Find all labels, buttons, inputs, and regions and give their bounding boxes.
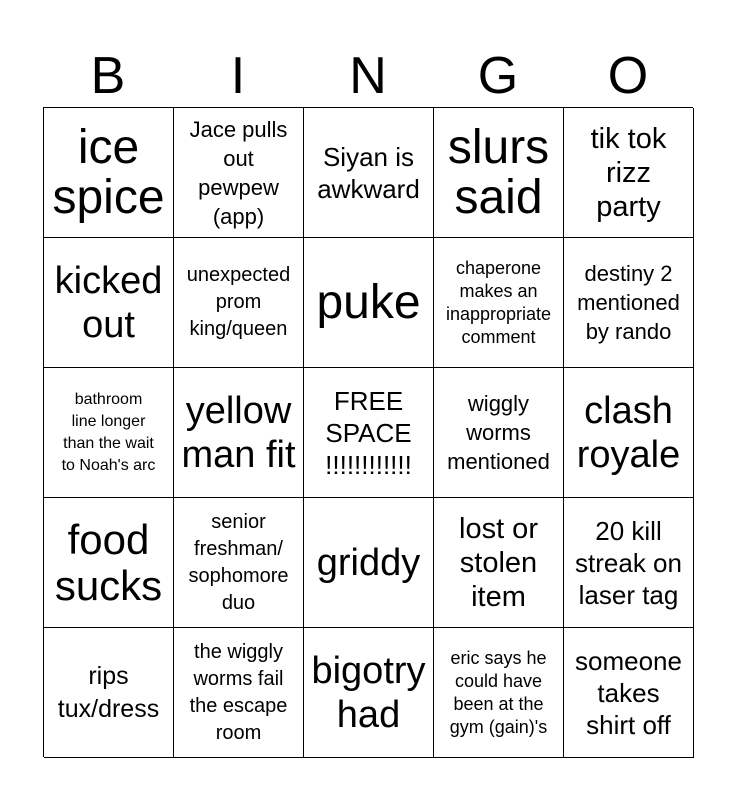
cell-text: tik tok rizz party [590,122,667,223]
bingo-cell[interactable] [174,628,304,758]
bingo-cell[interactable] [564,238,694,368]
cell-text: chaperone makes an inappropriate comment [445,257,552,347]
bingo-cell[interactable] [564,628,694,758]
cell-text: yellow man fit [181,389,296,476]
bingo-header [43,44,693,108]
cell-text: wiggly worms mentioned [447,391,550,474]
bingo-cell[interactable] [304,628,434,758]
cell-text: ice spice [52,120,165,224]
header-letter-b: B [90,47,126,105]
bingo-cell[interactable] [434,108,564,238]
header-letter-o: O [607,47,649,105]
cell-text: food sucks [54,515,163,609]
cell-text: eric says he could have been at the gym (gain)'s [449,647,548,737]
bingo-cell[interactable] [174,498,304,628]
bingo-cell[interactable] [44,368,174,498]
bingo-cell[interactable] [434,238,564,368]
cell-text: rips tux/dress [57,661,160,723]
bingo-cell[interactable] [434,498,564,628]
bingo-cell[interactable] [564,368,694,498]
bingo-cell[interactable] [44,238,174,368]
bingo-cell[interactable] [434,368,564,498]
cell-text: the wiggly worms fail the escape room [189,640,288,744]
bingo-cell[interactable] [304,498,434,628]
cell-text: senior freshman/ sophomore duo [188,510,289,614]
cell-text: destiny 2 mentioned by rando [577,261,680,344]
cell-text: griddy [316,541,421,584]
cell-text: Siyan is awkward [317,141,420,204]
bingo-cell[interactable] [564,108,694,238]
cell-text: someone takes shirt off [575,645,682,740]
bingo-board [43,107,693,757]
cell-text: Jace pulls out pewpew (app) [189,116,288,229]
cell-text: bathroom line longer than the wait to Noah's arc [61,390,156,474]
bingo-cell[interactable] [44,628,174,758]
bingo-cell[interactable] [304,238,434,368]
bingo-cell[interactable] [44,108,174,238]
cell-text: unexpected prom king/queen [186,264,291,340]
bingo-cell[interactable] [174,368,304,498]
bingo-cell[interactable] [44,498,174,628]
cell-text: clash royale [576,389,681,476]
cell-text: slurs said [447,120,550,224]
bingo-cell[interactable] [564,498,694,628]
header-letter-i: I [230,47,246,105]
cell-text: puke [316,275,421,329]
cell-text: lost or stolen item [459,512,538,613]
cell-text: 20 kill streak on laser tag [575,515,682,610]
bingo-cell[interactable] [304,108,434,238]
cell-text: FREE SPACE !!!!!!!!!!!! [325,385,412,480]
cell-text: bigotry had [311,649,426,736]
bingo-cell[interactable] [174,108,304,238]
free-space-cell[interactable] [304,368,434,498]
bingo-cell[interactable] [434,628,564,758]
header-letter-g: G [477,47,519,105]
cell-text: kicked out [54,259,163,346]
bingo-cell[interactable] [174,238,304,368]
header-letter-n: N [349,47,387,105]
